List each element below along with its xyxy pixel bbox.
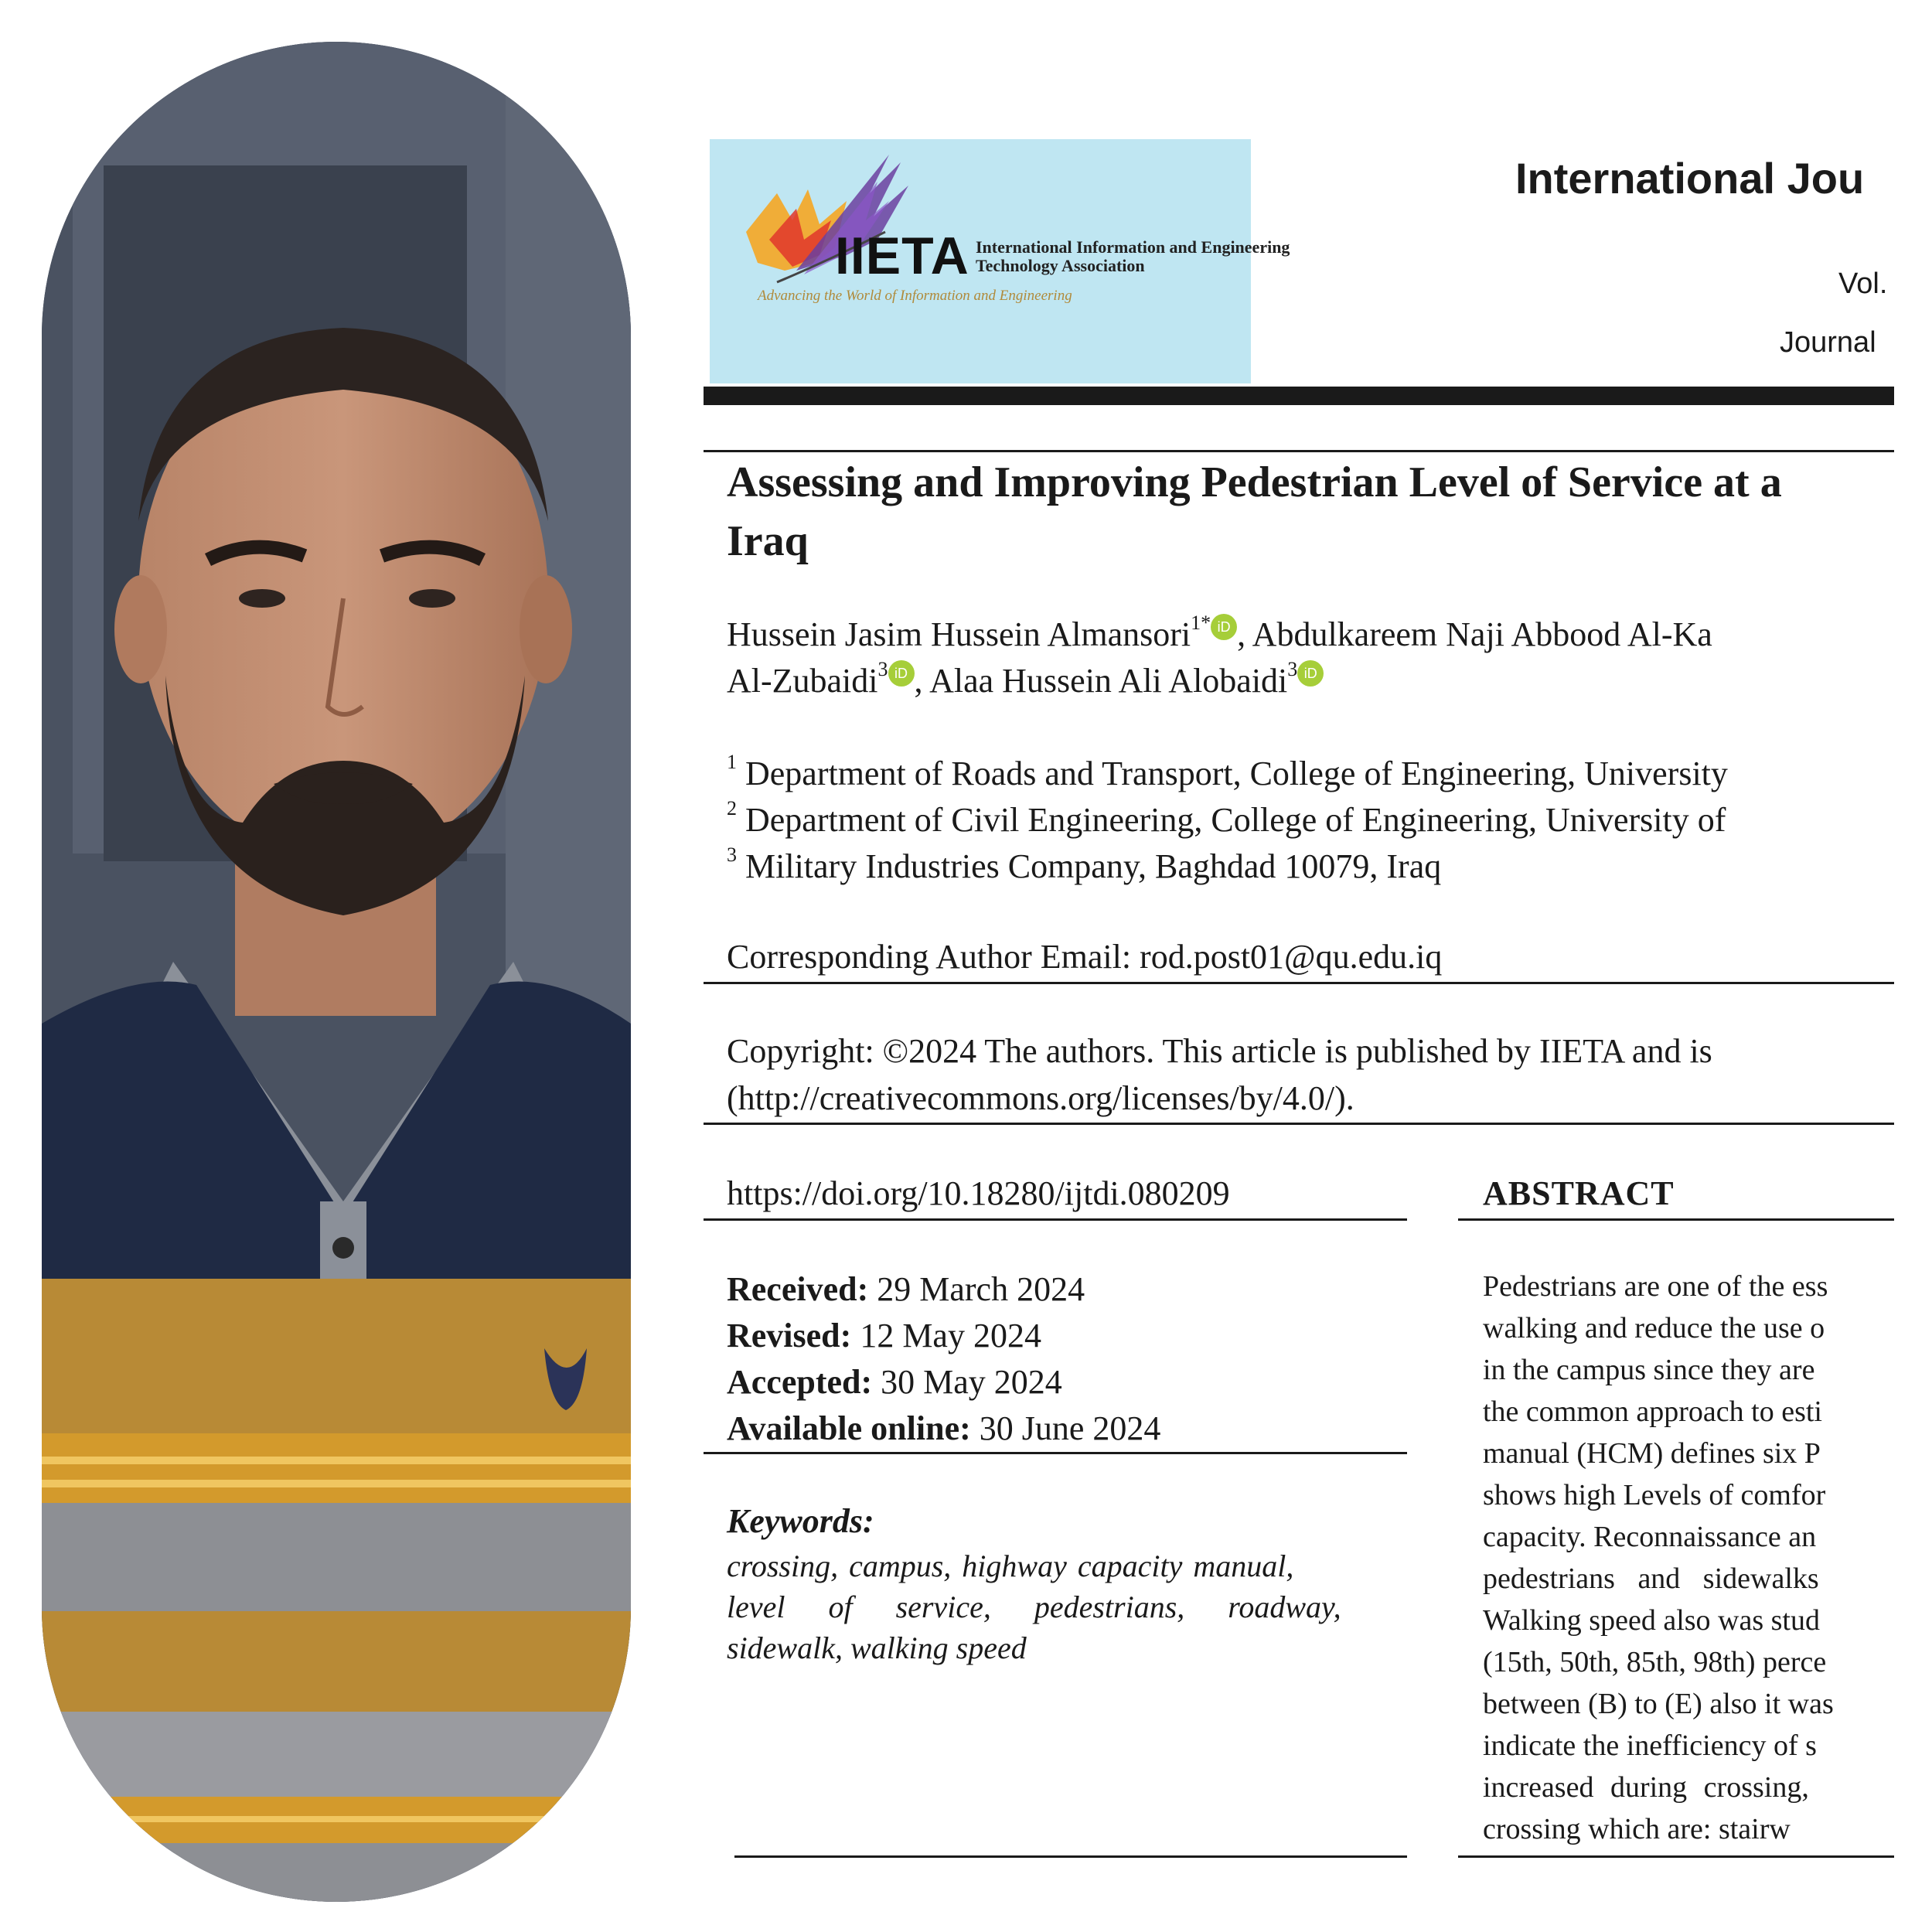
online-label: Available online: bbox=[727, 1409, 971, 1447]
orcid-icon[interactable]: iD bbox=[1211, 614, 1237, 640]
copyright-bottom-rule bbox=[704, 1123, 1894, 1125]
author-affiliation-marker: 3 bbox=[1287, 658, 1298, 680]
doi-bottom-rule bbox=[704, 1218, 1407, 1221]
orcid-icon[interactable]: iD bbox=[1297, 660, 1324, 687]
affiliation-text: Department of Civil Engineering, College of Engineering, University of bbox=[745, 801, 1726, 839]
author-affiliation-marker: 3 bbox=[877, 658, 888, 680]
abstract-line: pedestrians and sidewalks bbox=[1483, 1562, 1819, 1595]
revised-label: Revised: bbox=[727, 1317, 852, 1354]
accepted-date bbox=[727, 1362, 1062, 1402]
author-name: Hussein Jasim Hussein Almansori bbox=[727, 615, 1191, 653]
affiliation bbox=[727, 843, 1442, 886]
keywords-line: level of service, pedestrians, roadway, bbox=[727, 1590, 1341, 1624]
journal-volume: Vol. bbox=[1838, 267, 1888, 300]
journal-homepage-label: Journal bbox=[1780, 326, 1876, 359]
copyright-line-1: Copyright: ©2024 The authors. This article is published by IIETA and is bbox=[727, 1032, 1712, 1070]
email-bottom-rule bbox=[704, 982, 1894, 984]
abstract-line: indicate the inefficiency of s bbox=[1483, 1729, 1817, 1762]
abstract-line: increased during crossing, bbox=[1483, 1771, 1809, 1804]
affiliation-text: Department of Roads and Transport, College of Engineering, University bbox=[745, 755, 1728, 792]
keywords-bottom-rule bbox=[734, 1855, 1407, 1858]
abstract-line: the common approach to esti bbox=[1483, 1395, 1822, 1428]
logo-tagline: Advancing the World of Information and Engineering bbox=[758, 288, 1072, 304]
author-affiliation-marker: 1* bbox=[1191, 612, 1211, 634]
abstract-line: shows high Levels of comfor bbox=[1483, 1479, 1826, 1511]
abstract-line: in the campus since they are bbox=[1483, 1354, 1815, 1386]
author-name: , Abdulkareem Naji Abbood Al-Ka bbox=[1237, 615, 1712, 653]
dates-bottom-rule bbox=[704, 1452, 1407, 1454]
available-online-date bbox=[727, 1409, 1160, 1448]
keywords-line: sidewalk, walking speed bbox=[727, 1630, 1027, 1665]
abstract-line: Walking speed also was stud bbox=[1483, 1604, 1820, 1637]
logo-wordmark: IIETA bbox=[835, 227, 969, 285]
orcid-icon[interactable]: iD bbox=[888, 660, 915, 687]
header-thick-rule bbox=[704, 387, 1894, 405]
keywords-line: crossing, campus, highway capacity manual, bbox=[727, 1549, 1294, 1583]
abstract-heading-rule bbox=[1458, 1218, 1894, 1221]
affiliation bbox=[727, 797, 1726, 840]
online-value: 30 June 2024 bbox=[970, 1409, 1161, 1447]
author-name: , Alaa Hussein Ali Alobaidi bbox=[914, 662, 1288, 700]
accepted-label: Accepted: bbox=[727, 1363, 873, 1401]
license-link[interactable]: (http://creativecommons.org/licenses/by/4.0/). bbox=[727, 1079, 1354, 1117]
affiliation-marker: 1 bbox=[727, 751, 737, 773]
revised-date bbox=[727, 1316, 1041, 1355]
affiliation-text: Military Industries Company, Baghdad 10079, Iraq bbox=[745, 847, 1442, 885]
abstract-line: between (B) to (E) also it was bbox=[1483, 1688, 1834, 1720]
abstract-line: (15th, 50th, 85th, 98th) perce bbox=[1483, 1646, 1827, 1678]
received-date bbox=[727, 1269, 1085, 1309]
abstract-line: crossing which are: stairw bbox=[1483, 1813, 1791, 1845]
title-top-rule bbox=[704, 450, 1894, 452]
doi-link[interactable]: https://doi.org/10.18280/ijtdi.080209 bbox=[727, 1174, 1230, 1212]
abstract-heading: ABSTRACT bbox=[1483, 1174, 1675, 1212]
abstract-bottom-rule bbox=[1458, 1855, 1894, 1858]
author-name: Al-Zubaidi bbox=[727, 662, 878, 700]
accepted-value: 30 May 2024 bbox=[872, 1363, 1062, 1401]
abstract-line: manual (HCM) defines six P bbox=[1483, 1437, 1821, 1470]
affiliation-marker: 3 bbox=[727, 843, 737, 866]
author-portrait-image bbox=[42, 42, 631, 1902]
revised-value: 12 May 2024 bbox=[851, 1317, 1041, 1354]
received-value: 29 March 2024 bbox=[868, 1270, 1085, 1308]
journal-title: International Jou bbox=[1515, 154, 1865, 203]
abstract-line: Pedestrians are one of the ess bbox=[1483, 1270, 1828, 1303]
keywords-label: Keywords: bbox=[727, 1502, 874, 1540]
affiliation bbox=[727, 751, 1728, 793]
abstract-line: walking and reduce the use o bbox=[1483, 1312, 1825, 1344]
received-label: Received: bbox=[727, 1270, 869, 1308]
authors-line-2 bbox=[727, 658, 1324, 700]
logo-association-name: International Information and Engineering Technology Association bbox=[976, 237, 1290, 275]
paper-title-line-1: Assessing and Improving Pedestrian Level of Service at a bbox=[727, 458, 1782, 506]
corresponding-author-email[interactable]: Corresponding Author Email: rod.post01@qu.edu.iq bbox=[727, 938, 1443, 976]
authors-line-1 bbox=[727, 612, 1712, 654]
affiliation-marker: 2 bbox=[727, 797, 737, 819]
paper-title-line-2: Iraq bbox=[727, 517, 809, 565]
abstract-line: capacity. Reconnaissance an bbox=[1483, 1521, 1817, 1553]
author-photo bbox=[42, 42, 631, 1902]
